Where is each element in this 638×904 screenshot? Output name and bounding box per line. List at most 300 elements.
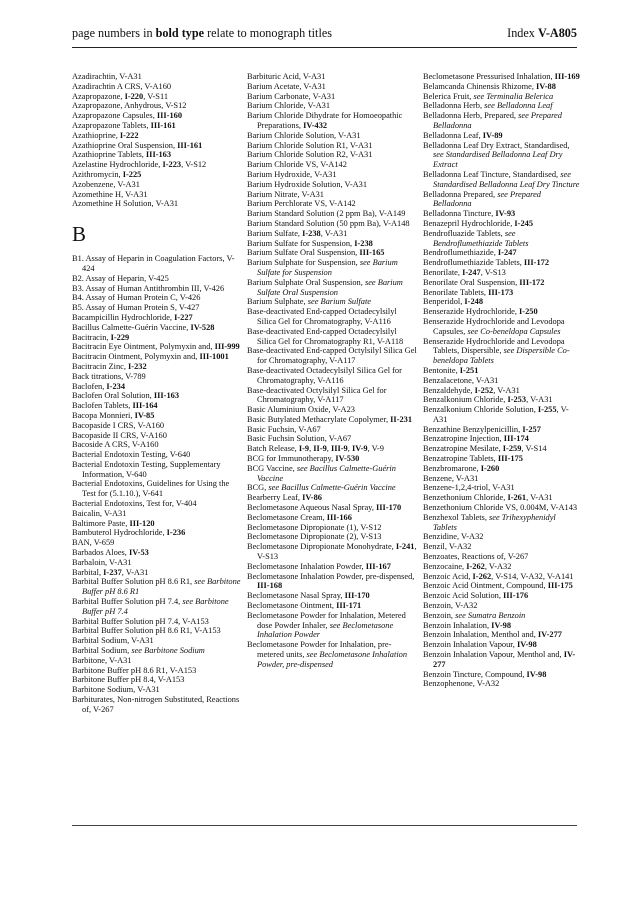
entry-text: , V-S13 [480,267,506,277]
index-entry [423,572,581,582]
entry-text: Benzoic Acid Ointment, Compound, [423,581,548,591]
monograph-page-ref: I-247 [497,248,517,258]
index-entry [247,601,417,611]
index-entry [247,464,417,484]
index-entry [72,577,244,597]
entry-text: Benzene, V-A31 [423,473,479,483]
index-entry [72,170,244,180]
monograph-page-ref: I-251 [459,365,479,375]
index-entry [247,170,417,180]
entry-text: Beclometasone Dipropionate Monohydrate, [247,542,396,552]
entry-text: Barium Chloride Dihydrate for Homoeopathic Preparations, [247,111,403,130]
entry-text: Baicalin, V-A31 [72,508,127,518]
entry-text: Benzatropine Mesilate, [423,444,503,454]
index-entry [247,640,417,669]
entry-text: Benzatropine Injection, [423,434,504,444]
monograph-page-ref: I-238 [354,238,373,248]
header-index-range [507,26,577,41]
entry-text: Baclofen Oral Solution, [72,391,154,401]
monograph-page-ref: I-255 [537,405,557,415]
entry-text: B2. Assay of Heparin, V-425 [72,273,169,283]
index-entry [247,258,417,278]
entry-text: Beclometasone Cream, [247,512,327,522]
index-entry [72,303,244,313]
entry-text: Benzalkonium Chloride, [423,395,508,405]
index-entry [423,434,581,444]
entry-text: Barium Sulfate, [247,228,303,238]
entry-text: , V-9 [367,444,384,454]
index-entry [247,366,417,386]
monograph-page-ref: I-223 [162,160,182,170]
entry-text: Belladonna Leaf Tincture, Standardised, [423,169,561,179]
index-entry [72,180,244,190]
entry-text: Bambuterol Hydrochloride, [72,528,167,538]
entry-text: B5. Assay of Human Protein S, V-427 [72,303,200,313]
monograph-page-ref: III-170 [376,503,402,513]
index-entry [423,670,581,680]
entry-text: Barium Chloride, V-A31 [247,101,331,111]
entry-text: Bendroflumethiazide, [423,248,498,258]
monograph-page-ref: I-262 [466,561,485,571]
entry-text: Benzoin, [423,610,456,620]
see-reference: see Barium Sulfate Oral Suspension [257,277,403,297]
monograph-page-ref: I-262 [472,571,492,581]
index-entry [423,464,581,474]
index-entry [72,617,244,627]
index-entry [247,532,417,542]
monograph-page-ref: III-161 [177,140,203,150]
index-entry [247,483,417,493]
index-entry [247,160,417,170]
see-reference: see Sumatra Benzoin [455,610,526,620]
entry-text: Bentonite, [423,365,460,375]
entry-text: Benzoin, V-A32 [423,601,478,611]
entry-text: Belladonna Prepared, [423,189,498,199]
entry-text: Bacopa Monnieri, [72,410,135,420]
entry-text: Barium Chloride Solution R1, V-A31 [247,140,373,150]
entry-text: Belerica Fruit, [423,91,474,101]
index-entry [72,431,244,441]
index-column-3 [423,72,581,689]
index-entry [72,685,244,695]
entry-text: Barium Chloride VS, V-A142 [247,160,347,170]
entry-text: Barbital, [72,567,104,577]
entry-text: B4. Assay of Human Protein C, V-426 [72,293,201,303]
entry-text: Barium Sulphate, [247,297,308,307]
entry-text: BCG Vaccine, [247,463,297,473]
entry-text: Bacopaside I CRS, V-A160 [72,420,165,430]
index-entry [423,278,581,288]
index-entry [247,425,417,435]
monograph-page-ref: I-241 [395,542,415,552]
index-entry [72,695,244,715]
index-entry [423,532,581,542]
index-entry [72,411,244,421]
monograph-page-ref: I-250 [519,307,538,317]
index-entry [72,313,244,323]
see-reference: see Barbitone Buffer pH 7.4 [82,597,229,616]
monograph-page-ref: IV-277 [433,650,576,669]
monograph-page-ref: III-171 [336,601,362,611]
monograph-page-ref: I-225 [122,169,142,179]
entry-text: , V-A31 [526,395,553,405]
entry-text: Base-deactivated End-capped Octadecylsilyl Silica Gel for Chromatography R1, V-A118 [247,326,404,346]
entry-text: Benzil, V-A32 [423,542,472,552]
entry-text: Beclometasone Inhalation Powder, pre-dispensed, [247,571,415,581]
monograph-page-ref: IV-98 [516,640,537,650]
index-entry [423,92,581,102]
index-entry [72,121,244,131]
monograph-page-ref: III-176 [503,591,529,601]
entry-text: Beclometasone Dipropionate (2), V-S13 [247,532,382,542]
entry-text: Belamcanda Chinensis Rhizome, [423,81,537,91]
index-entry [247,199,417,209]
entry-text: Benzoin Inhalation, Menthol and, [423,630,538,640]
index-entry [72,160,244,170]
entry-text: Barbituric Acid, V-A31 [247,72,326,81]
index-entry [247,444,417,454]
entry-text: BCG for Immunotherapy, [247,454,336,464]
entry-text: Bendrofluazide Tablets, [423,228,505,238]
monograph-page-ref: III-9 [330,444,348,454]
index-entry [72,401,244,411]
entry-text: Basic Fuchsin, V-A67 [247,424,321,434]
monograph-page-ref: IV-98 [491,620,512,630]
index-entry [423,376,581,386]
index-entry [247,239,417,249]
index-entry [247,493,417,503]
index-entry [247,82,417,92]
entry-text: Barium Standard Solution (2 ppm Ba), V-A149 [247,209,406,219]
index-entry [72,333,244,343]
entry-text: Barium Chloride Solution, V-A31 [247,130,361,140]
index-entry [247,297,417,307]
entry-text: Bacterial Endotoxin Testing, V-640 [72,450,191,460]
monograph-page-ref: IV-528 [190,322,215,332]
index-entry [247,219,417,229]
monograph-page-ref: III-160 [156,111,183,121]
entry-text: Back titrations, V-789 [72,371,146,381]
index-entry [247,513,417,523]
entry-text: BCG, [247,483,269,493]
entry-text: Azomethine H Solution, V-A31 [72,199,179,209]
entry-text: Azadirachtin, V-A31 [72,72,142,81]
index-entry [72,499,244,509]
see-reference: see Barbitone Sodium [131,646,205,656]
entry-text: Benzocaine, [423,561,467,571]
index-entry [72,636,244,646]
entry-text: Benzoin Inhalation, [423,620,492,630]
monograph-page-ref: III-120 [129,518,155,528]
entry-text: Barium Sulfate Oral Suspension, [247,248,360,258]
entry-text: Barbitone, V-A31 [72,655,132,665]
see-reference: see Beclometasone Inhalation Powder [257,620,394,640]
monograph-page-ref: IV-93 [495,209,516,219]
entry-text: Benorilate Tablets, [423,287,489,297]
index-entry [423,601,581,611]
index-entry [423,542,581,552]
index-entry [423,552,581,562]
index-entry [247,503,417,513]
index-entry [423,82,581,92]
monograph-page-ref: IV-53 [129,548,149,558]
monograph-page-ref: III-161 [150,120,176,130]
entry-text: Baclofen Tablets, [72,401,133,411]
entry-text: Benserazide Hydrochloride, [423,307,520,317]
index-entry [72,460,244,480]
entry-text: B3. Assay of Human Antithrombin III, V-426 [72,283,225,293]
entry-text: , V-A31 [526,493,553,503]
index-entry [72,342,244,352]
monograph-page-ref: IV-277 [537,630,562,640]
entry-text: , [326,444,331,454]
entry-text: Benzbromarone, [423,463,481,473]
entry-text: Basic Butylated Methacrylate Copolymer, [247,414,391,424]
index-entry [247,111,417,131]
index-entry [72,131,244,141]
see-reference: see Bendroflumethiazide Tablets [433,228,529,248]
monograph-page-ref: III-169 [554,72,580,81]
see-reference: see Trihexyphenidyl Tablets [433,512,556,532]
entry-text: Barium Hydroxide Solution, V-A31 [247,179,368,189]
entry-text: Benserazide Hydrochloride and Levodopa Capsules, [423,316,565,336]
index-entry [72,190,244,200]
entry-text: Azapropazone Tablets, [72,120,151,130]
entry-text: Barbiturates, Non-nitrogen Substituted, Reactions of, V-267 [72,695,240,714]
monograph-page-ref: II-231 [390,414,413,424]
index-entry [423,337,581,366]
index-entry [72,440,244,450]
index-entry [423,131,581,141]
see-reference: see Dispersible Co-beneldopa Tablets [433,346,570,366]
monograph-page-ref: IV-89 [482,130,503,140]
entry-text: Barium Carbonate, V-A31 [247,91,336,101]
see-reference: see Prepared Belladonna [433,189,541,209]
entry-text: Belladonna Leaf Dry Extract, Standardised, [423,140,570,150]
monograph-page-ref: IV-98 [526,669,547,679]
index-entry [72,646,244,656]
see-reference: see Terminalia Belerica [473,91,554,101]
index-entry [247,611,417,640]
entry-text: Barbital Buffer Solution pH 7.4, V-A153 [72,616,209,626]
header-note-pre: page numbers in [72,26,156,40]
index-entry [247,572,417,592]
index-entry [72,597,244,617]
index-entry [423,72,581,82]
entry-text: Bacillus Calmette-Guérin Vaccine, [72,322,191,332]
see-reference: see Standardised Belladonna Leaf Dry Tincture [433,169,580,189]
monograph-page-ref: I-232 [128,361,147,371]
entry-text: , V-S11 [143,91,169,101]
index-entry [423,141,581,170]
entry-text: BAN, V-659 [72,538,115,548]
index-entry [423,248,581,258]
index-entry [423,611,581,621]
entry-text: Benzaldehyde, [423,385,475,395]
monograph-page-ref: III-172 [523,258,550,268]
entry-text: Barium Hydroxide, V-A31 [247,169,337,179]
index-entry [72,199,244,209]
entry-text: Basic Aluminium Oxide, V-A23 [247,405,355,415]
index-entry [423,307,581,317]
entry-text: Benzoates, Reactions of, V-267 [423,552,529,562]
entry-text: Azomethine H, V-A31 [72,189,148,199]
see-reference: see Bacillus Calmette-Guérin Vaccine [257,463,396,483]
section-letter: B [72,222,87,247]
monograph-page-ref: IV-9 [351,444,368,454]
entry-text: Basic Fuchsin Solution, V-A67 [247,434,352,444]
index-entry [247,327,417,347]
index-entry [423,562,581,572]
index-entry [423,444,581,454]
monograph-page-ref: III-999 [214,342,240,352]
entry-text: Barbital Buffer Solution pH 8.6 R1, V-A153 [72,626,221,636]
monograph-page-ref: III-164 [132,401,158,411]
index-entry [247,415,417,425]
entry-text: Barium Sulphate for Suspension, [247,258,360,268]
index-entry [423,483,581,493]
monograph-page-ref: III-172 [519,277,545,287]
entry-text: Bacterial Endotoxins, Guidelines for Using the Test for (5.1.10.), V-641 [72,479,230,499]
entry-text: Benzhexol Tablets, [423,512,490,522]
index-entry [247,131,417,141]
entry-text: Benzidine, V-A32 [423,532,484,542]
entry-text: Belladonna Herb, [423,101,485,111]
entry-text: , V-S13 [257,542,417,562]
index-entry [423,405,581,425]
monograph-page-ref: I-261 [507,493,527,503]
index-entry [72,382,244,392]
entry-text: , [309,444,314,454]
see-reference: see Beclometasone Inhalation Powder, pre-dispensed [257,650,408,669]
monograph-page-ref: IV-85 [134,410,155,420]
entry-text: Azelastine Hydrochloride, [72,160,163,170]
entry-text: Azathioprine, [72,130,120,140]
entry-text: Benzoin Tincture, Compound, [423,669,527,679]
header-note [72,26,332,41]
entry-text: Belladonna Herb, Prepared, [423,111,519,121]
index-entry [247,141,417,151]
index-entry [247,180,417,190]
index-entry [423,425,581,435]
entry-text: , V-A31 [121,567,149,577]
index-entry [423,317,581,337]
monograph-page-ref: III-170 [344,591,370,601]
entry-text: , V-S14 [521,444,547,454]
entry-text: Bearberry Leaf, [247,493,303,503]
entry-text: Barium Acetate, V-A31 [247,81,326,91]
see-reference: see Barbitone Buffer pH 8.6 R1 [82,577,241,597]
entry-text: Base-deactivated End-capped Octadecylsilyl Silica Gel for Chromatography, V-A116 [247,307,397,326]
header-index-label: Index [507,26,538,40]
entry-text: Azathioprine Oral Suspension, [72,140,178,150]
entry-text: Beclometasone Ointment, [247,601,337,611]
entry-text: Benorilate, [423,267,463,277]
entry-text: Benzatropine Tablets, [423,454,498,464]
index-entry [72,421,244,431]
index-entry [72,254,244,274]
entry-text: B1. Assay of Heparin in Coagulation Factors, V-424 [72,254,235,273]
index-entry [423,170,581,190]
index-entry [423,258,581,268]
monograph-page-ref: I-238 [302,228,321,238]
entry-text: Base-deactivated End-capped Octylsilyl Silica Gel for Chromatography, V-A117 [247,346,417,366]
entry-text: Bacterial Endotoxin Testing, Supplementary Information, V-640 [72,459,221,479]
entry-text: Benorilate Oral Suspension, [423,277,520,287]
index-entry [72,528,244,538]
monograph-page-ref: IV-88 [536,81,556,91]
entry-text: Barbitone Sodium, V-A31 [72,685,160,695]
header-note-post: relate to monograph titles [204,26,332,40]
index-entry [72,111,244,121]
index-entry [423,297,581,307]
entry-text: , [347,444,352,454]
entry-text: Azathioprine Tablets, [72,150,146,160]
monograph-page-ref: III-163 [153,391,180,401]
index-entry [247,229,417,239]
entry-text: Base-deactivated Octylsilyl Silica Gel for Chromatography, V-A117 [247,385,387,405]
index-entry [423,111,581,131]
header-index-pages: V-A805 [537,26,577,40]
entry-text: Azadirachtin A CRS, V-A160 [72,81,172,91]
index-entry [423,209,581,219]
entry-text: Benzoin Inhalation Vapour, Menthol and, [423,650,564,660]
entry-text: Barbitone Buffer pH 8.4, V-A153 [72,675,185,685]
index-entry [72,558,244,568]
index-entry [72,450,244,460]
index-entry [72,519,244,529]
entry-text: Barium Sulfate for Suspension, [247,238,355,248]
monograph-page-ref: I-257 [522,424,541,434]
index-entry [72,323,244,333]
footer-rule [72,825,577,826]
index-entry [72,92,244,102]
entry-text: Beclometasone Powder for Inhalation, Metered dose Powder Inhaler, [247,610,406,630]
index-entry [72,548,244,558]
index-entry [423,219,581,229]
entry-text: Benserazide Hydrochloride and Levodopa Tablets, Dispersible, [423,336,565,356]
monograph-page-ref: III-1001 [199,352,229,362]
entry-text: Benzoic Acid Solution, [423,591,504,601]
index-entry [72,479,244,499]
index-entry [423,650,581,670]
index-entry [72,362,244,372]
index-entry [72,372,244,382]
see-reference: see Belladonna Leaf [484,101,553,111]
index-entry [423,621,581,631]
monograph-page-ref: III-175 [547,581,573,591]
index-entry [247,72,417,82]
monograph-page-ref: II-9 [313,444,327,454]
index-entry [423,513,581,533]
entry-text: Beclometasone Pressurised Inhalation, [423,72,555,81]
monograph-page-ref: I-253 [507,395,527,405]
monograph-page-ref: I-229 [110,332,130,342]
entry-text: Barbados Aloes, [72,548,129,558]
index-entry [247,454,417,464]
index-entry [423,591,581,601]
monograph-page-ref: I-9 [298,444,310,454]
entry-text: Bacoside A CRS, V-A160 [72,440,159,450]
see-reference: see Barium Sulfate for Suspension [257,258,398,277]
index-entry [423,493,581,503]
entry-text: Azapropazone Capsules, [72,111,157,121]
index-entry [423,454,581,464]
entry-text: Benzene-1,2,4-triol, V-A31 [423,483,515,493]
see-reference: see Standardised Belladonna Leaf Dry Extract [433,150,563,170]
index-entry [247,209,417,219]
monograph-page-ref: I-259 [502,444,522,454]
